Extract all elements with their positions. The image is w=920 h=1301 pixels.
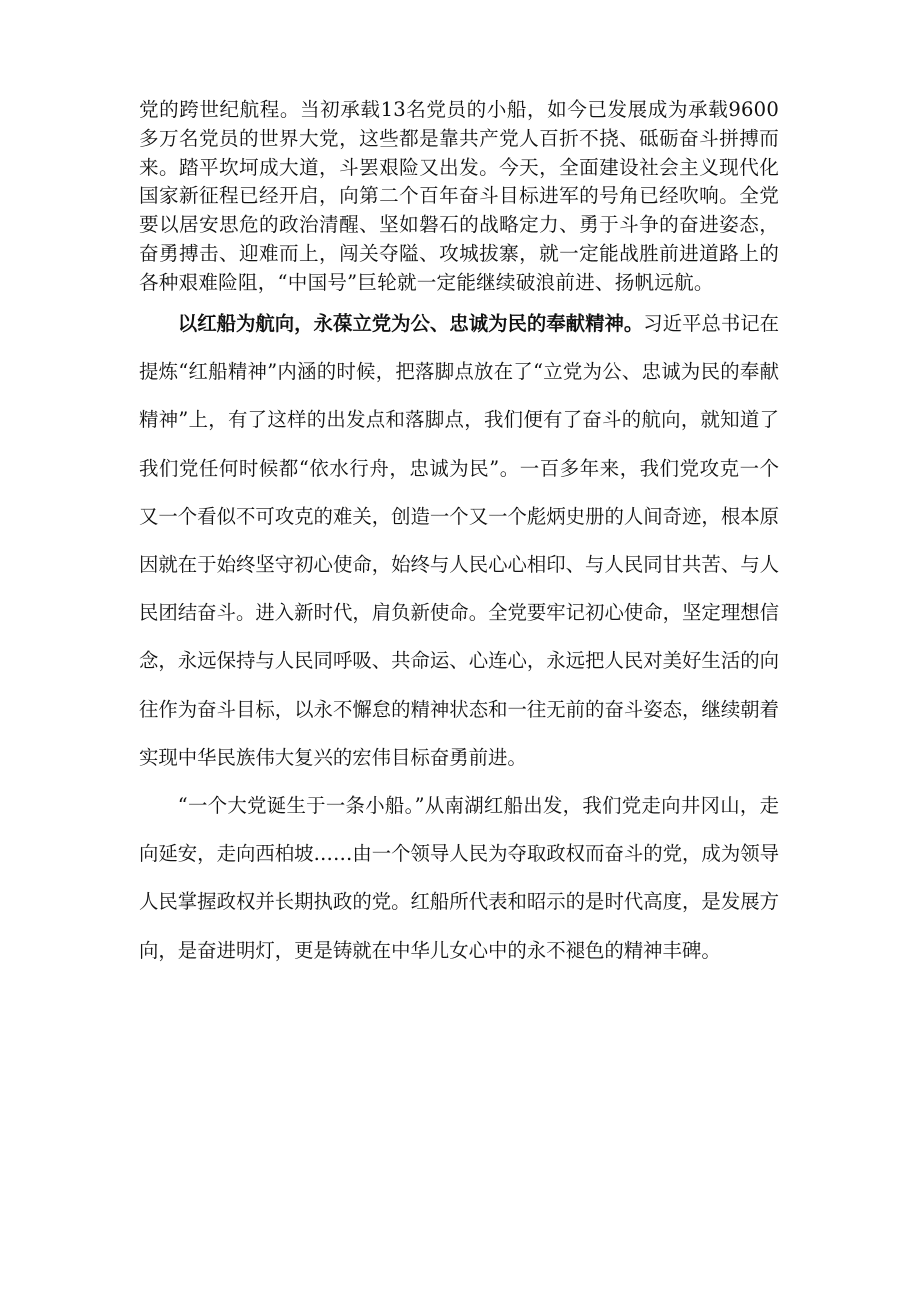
paragraph-1 — [139, 96, 779, 298]
paragraph-2 — [139, 300, 779, 782]
paragraph-2-lead: 以红船为航向，永葆立党为公、忠诚为民的奉献精神。 — [177, 312, 644, 335]
paragraph-3-text: “一个大党诞生于一条小船。”从南湖红船出发，我们党走向井冈山，走向延安，走向西柏坡……由一个领导人民为夺取政权而奋斗的党，成为领导人民掌握政权并长期执政的党。红船所代表和昭示的是时代高度，是发展方向，是奋进明灯，更是铸就在中华儿女心中的永不褪色的精神丰碑。 — [139, 794, 779, 962]
paragraph-1-text: 党的跨世纪航程。当初承载13名党员的小船，如今已发展成为承载9600多万名党员的世界大党，这些都是靠共产党人百折不挠、砥砺奋斗拼搏而来。踏平坎坷成大道，斗罢艰险又出发。今天，全面建设社会主义现代化国家新征程已经开启，向第二个百年奋斗目标进军的号角已经吹响。全党要以居安思危的政治清醒、坚如磐石的战略定力、勇于斗争的奋进姿态，奋勇搏击、迎难而上，闯关夺隘、攻城拔寨，就一定能战胜前进道路上的各种艰难险阻，“中国号”巨轮就一定能继续破浪前进、扬帆远航。 — [139, 98, 779, 294]
paragraph-2-text: 习近平总书记在提炼“红船精神”内涵的时候，把落脚点放在了“立党为公、忠诚为民的奉献精神”上，有了这样的出发点和落脚点，我们便有了奋斗的航向，就知道了我们党任何时候都“依水行舟，忠诚为民”。一百多年来，我们党攻克一个又一个看似不可攻克的难关，创造一个又一个彪炳史册的人间奇迹，根本原因就在于始终坚守初心使命，始终与人民心心相印、与人民同甘共苦、与人民团结奋斗。进入新时代，肩负新使命。全党要牢记初心使命，坚定理想信念，永远保持与人民同呼吸、共命运、心连心，永远把人民对美好生活的向往作为奋斗目标，以永不懈怠的精神状态和一往无前的奋斗姿态，继续朝着实现中华民族伟大复兴的宏伟目标奋勇前进。 — [139, 312, 780, 769]
paragraph-3 — [139, 782, 779, 975]
